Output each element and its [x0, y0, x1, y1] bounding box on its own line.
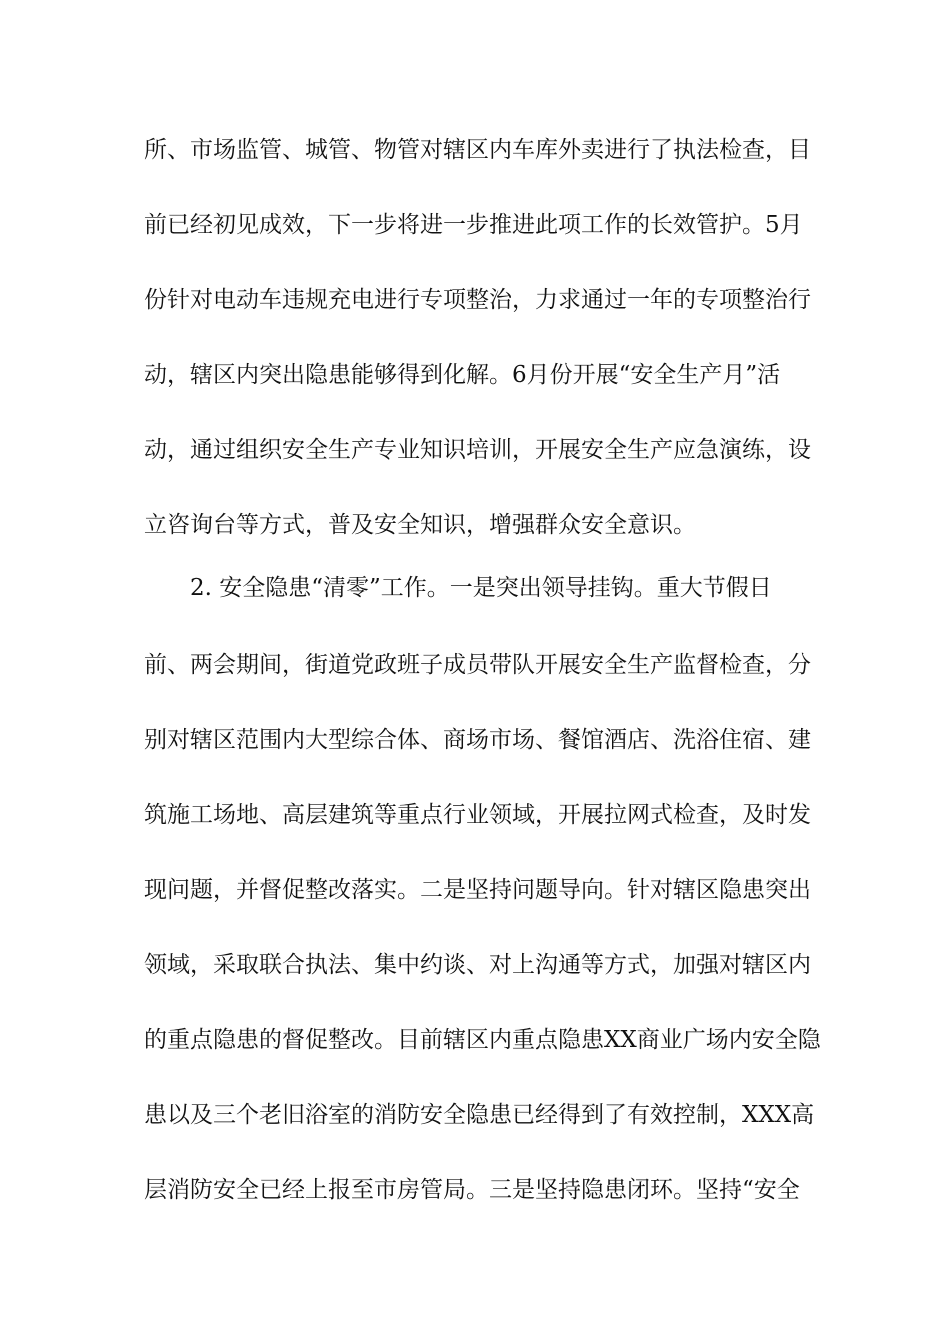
body-text-line: 动，通过组织安全生产专业知识培训，开展安全生产应急演练，设: [144, 437, 811, 463]
body-text-line: 患以及三个老旧浴室的消防安全隐患已经得到了有效控制，XXX高: [144, 1102, 815, 1128]
body-text-line: 动，辖区内突出隐患能够得到化解。6月份开展“安全生产月”活: [144, 362, 781, 388]
section-heading-line: 2. 安全隐患“清零”工作。一是突出领导挂钩。重大节假日: [190, 575, 772, 601]
body-text-line: 领域，采取联合执法、集中约谈、对上沟通等方式，加强对辖区内: [144, 952, 811, 978]
body-text-line: 别对辖区范围内大型综合体、商场市场、餐馆酒店、洗浴住宿、建: [144, 727, 811, 753]
body-text-line: 立咨询台等方式，普及安全知识，增强群众安全意识。: [144, 512, 696, 538]
body-text-line: 的重点隐患的督促整改。目前辖区内重点隐患XX商业广场内安全隐: [144, 1027, 821, 1053]
body-text-line: 现问题，并督促整改落实。二是坚持问题导向。针对辖区隐患突出: [144, 877, 811, 903]
body-text-line: 筑施工场地、高层建筑等重点行业领域，开展拉网式检查，及时发: [144, 802, 811, 828]
body-text-line: 前已经初见成效，下一步将进一步推进此项工作的长效管护。5月: [144, 212, 803, 238]
body-text-line: 层消防安全已经上报至市房管局。三是坚持隐患闭环。坚持“安全: [144, 1177, 800, 1203]
body-text-line: 前、两会期间，街道党政班子成员带队开展安全生产监督检查，分: [144, 652, 811, 678]
body-text-line: 所、市场监管、城管、物管对辖区内车库外卖进行了执法检查，目: [144, 137, 811, 163]
body-text-line: 份针对电动车违规充电进行专项整治，力求通过一年的专项整治行: [144, 287, 811, 313]
